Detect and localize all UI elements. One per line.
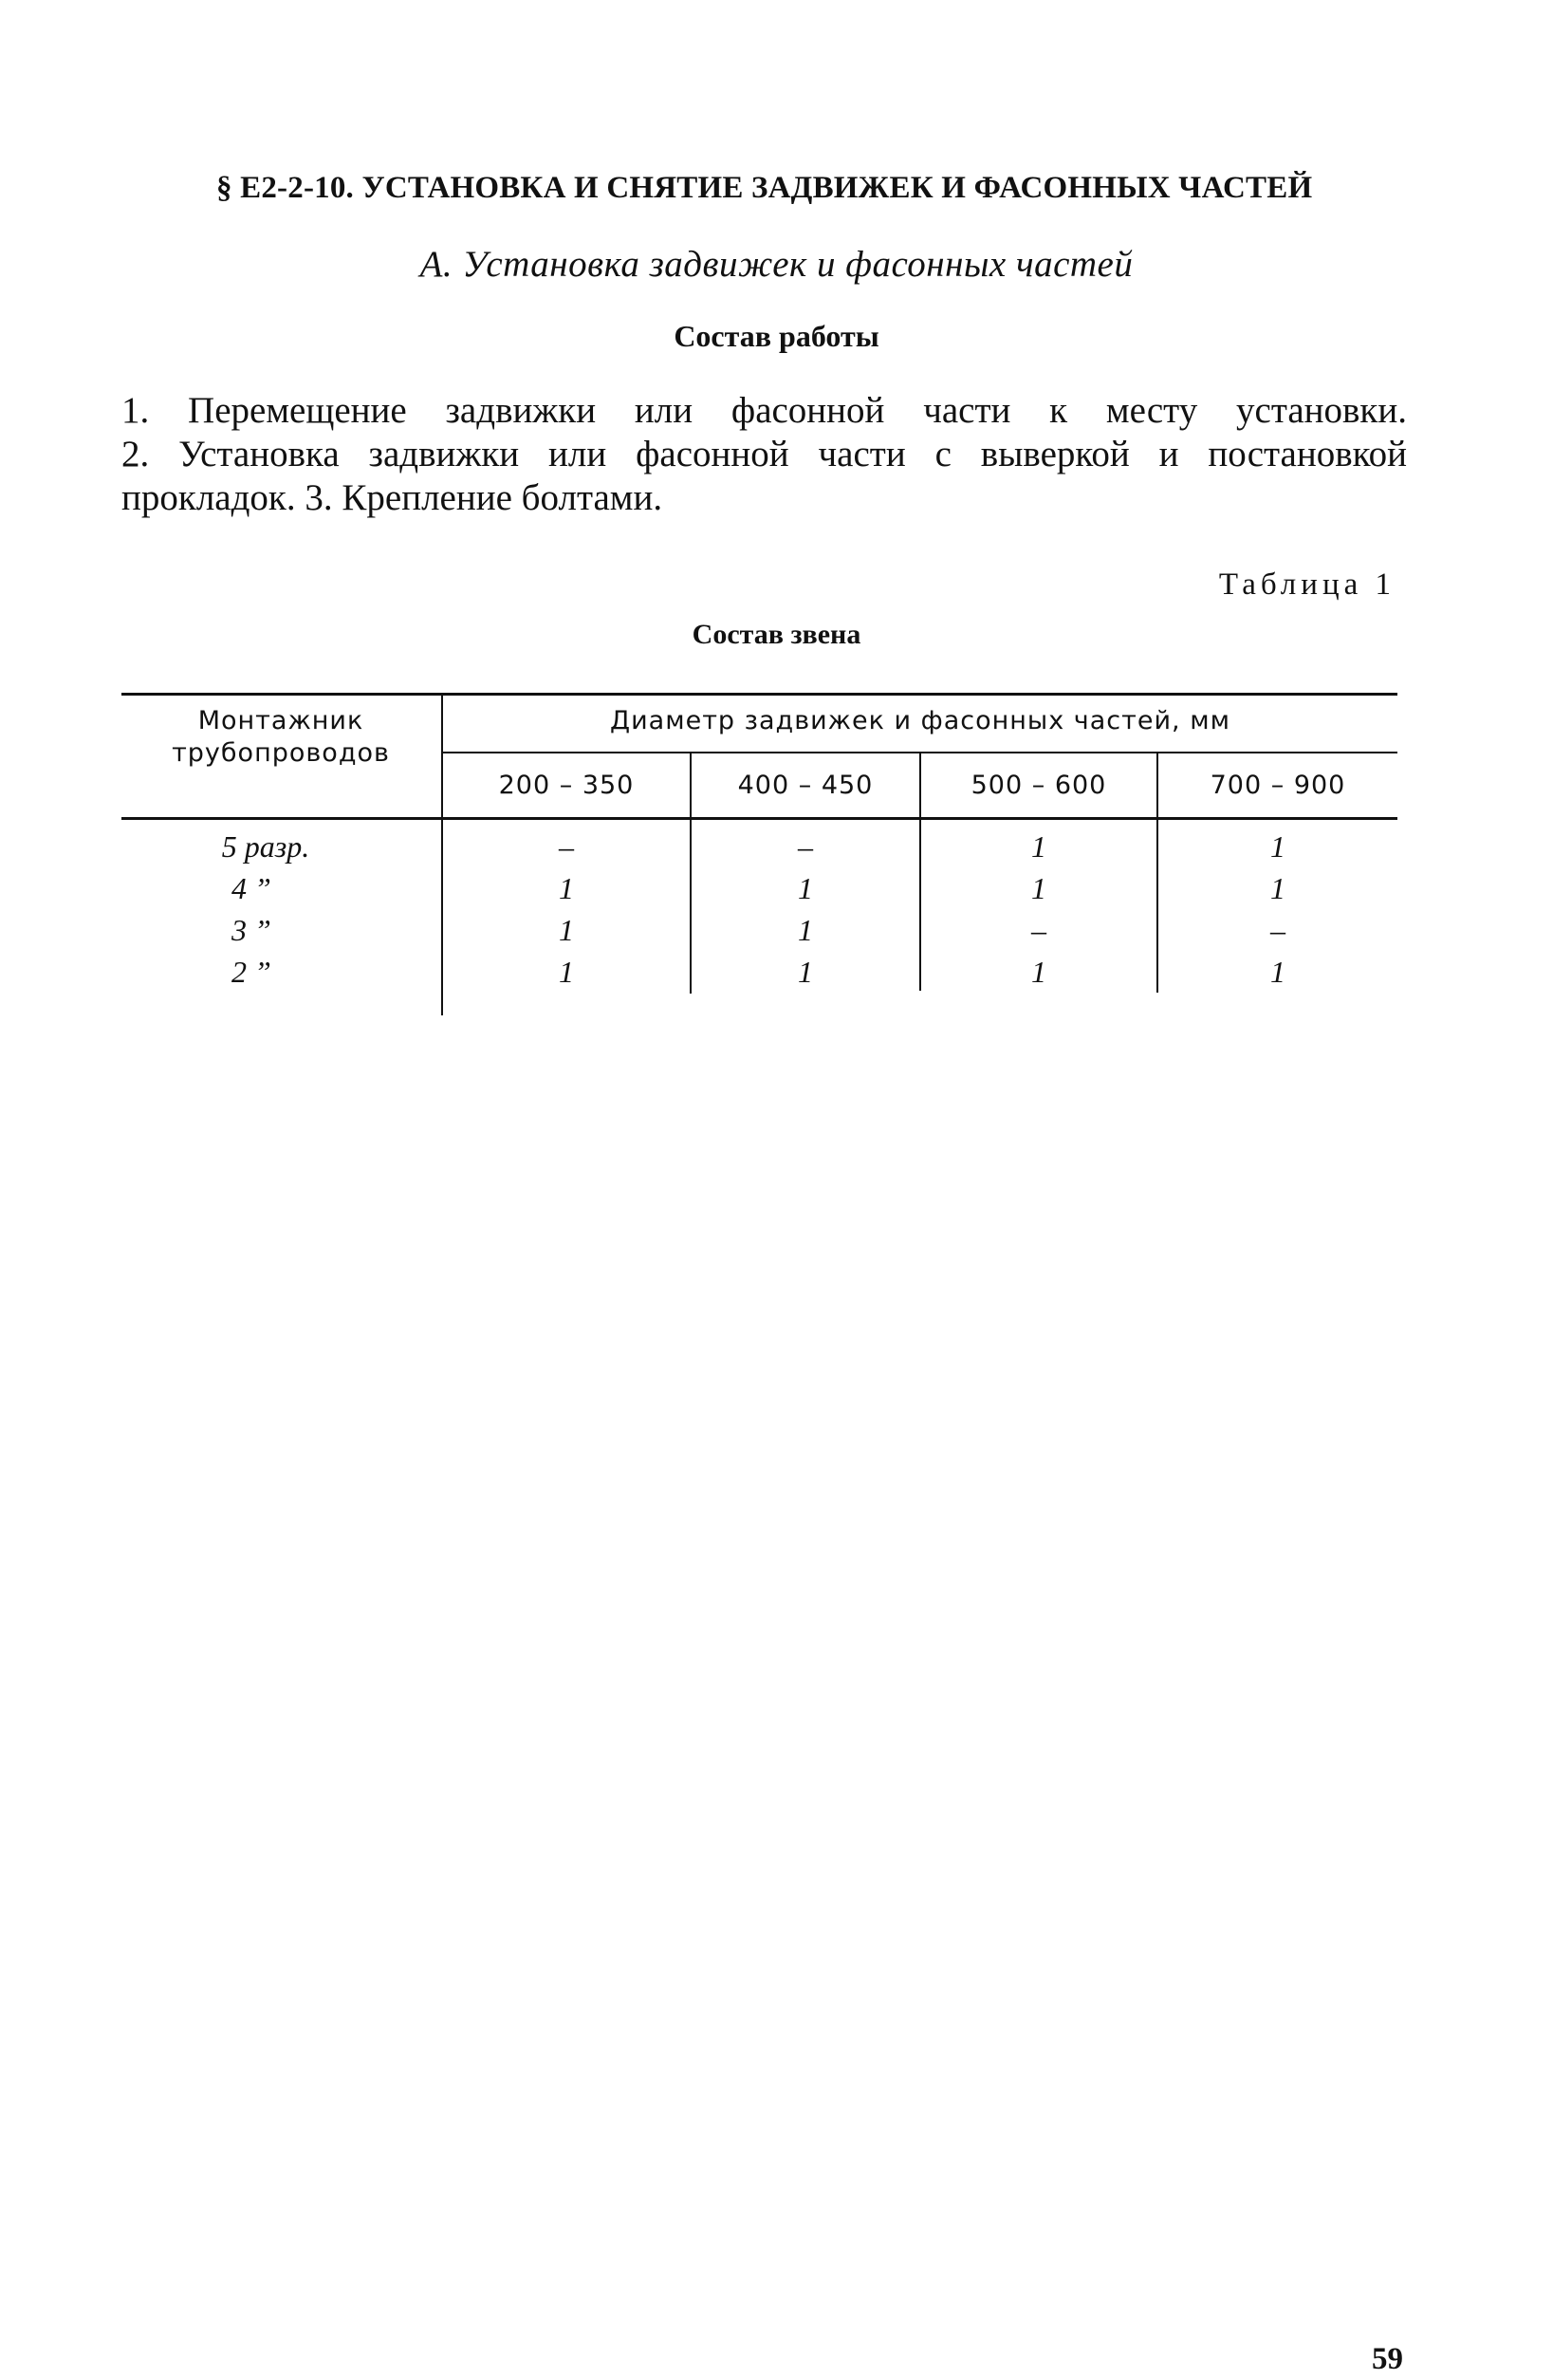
row-label: 2 ”: [231, 955, 271, 989]
column-header: 200 – 350: [498, 771, 635, 800]
column-header: 700 – 900: [1210, 771, 1346, 800]
work-step-line-3: прокладок. 3. Крепление болтами.: [121, 477, 663, 518]
table-cell: 1: [559, 871, 574, 905]
column-header: 400 – 450: [737, 771, 874, 800]
column-header: 500 – 600: [971, 771, 1107, 800]
work-composition-heading: Состав работы: [674, 319, 879, 353]
section-heading: § Е2-2-10. УСТАНОВКА И СНЯТИЕ ЗАДВИЖЕК И ФАСОННЫХ ЧАСТЕЙ: [216, 171, 1313, 205]
subsection-title: А. Установка задвижек и фасонных частей: [419, 244, 1134, 285]
table-cell: 1: [798, 871, 813, 905]
table-cell: 1: [1031, 871, 1046, 905]
row-label: 5 разр.: [221, 829, 310, 864]
table-cell: 1: [1031, 955, 1046, 989]
table-header-rule: [121, 817, 1397, 820]
page-number: 59: [1372, 2342, 1403, 2376]
table-cell: –: [559, 829, 574, 864]
table-cell: 1: [1270, 955, 1285, 989]
row-header-line-1: Монтажник: [197, 706, 364, 735]
work-step-line-2: 2. Установка задвижки или фасонной части с выверкой и постановкой: [121, 434, 1407, 474]
table-cell: –: [798, 829, 813, 864]
table-cell: –: [1031, 913, 1046, 947]
diameter-group-header: Диаметр задвижек и фасонных частей, мм: [610, 706, 1230, 735]
row-label: 4 ”: [231, 871, 271, 905]
table-cell: –: [1270, 913, 1285, 947]
table-number: Таблица 1: [1218, 567, 1396, 602]
table-cell: 1: [1270, 829, 1285, 864]
table-cell: 1: [1270, 871, 1285, 905]
table-caption: Состав звена: [692, 619, 861, 650]
table-cell: 1: [1031, 829, 1046, 864]
table-cell: 1: [798, 913, 813, 947]
work-step-line-1: 1. Перемещение задвижки или фасонной части к месту установки.: [121, 390, 1407, 431]
row-header-line-2: трубопроводов: [172, 738, 390, 768]
table-cell: 1: [798, 955, 813, 989]
table-cell: 1: [559, 955, 574, 989]
row-label: 3 ”: [231, 913, 271, 947]
table-top-rule: [121, 693, 1397, 696]
table-cell: 1: [559, 913, 574, 947]
